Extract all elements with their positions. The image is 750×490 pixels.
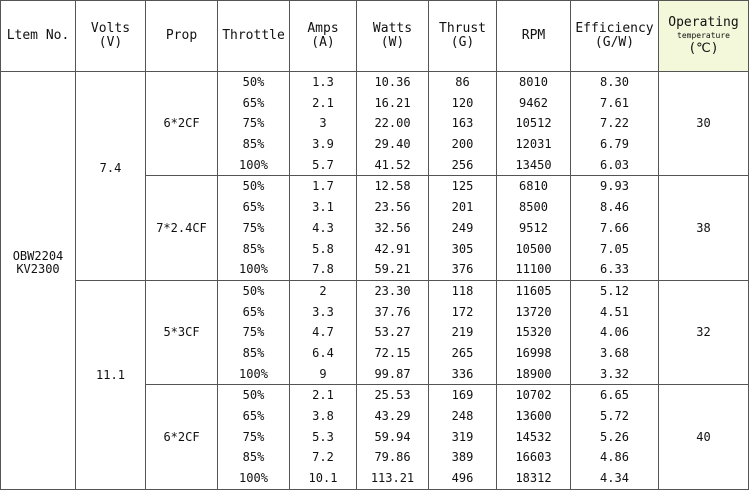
watts-cell: 72.15	[357, 343, 429, 364]
thrust-cell: 319	[429, 427, 497, 448]
amps-cell: 7.2	[290, 447, 357, 468]
watts-cell: 12.58	[357, 176, 429, 197]
item-number-cell	[1, 72, 76, 490]
throttle-cell: 85%	[218, 447, 290, 468]
thrust-cell: 389	[429, 447, 497, 468]
eff-cell: 3.32	[571, 364, 659, 385]
eff-cell: 4.06	[571, 322, 659, 343]
eff-cell: 8.46	[571, 197, 659, 218]
throttle-cell: 100%	[218, 155, 290, 176]
throttle-cell: 50%	[218, 72, 290, 93]
watts-cell: 42.91	[357, 239, 429, 260]
temperature-cell: 38	[659, 176, 749, 280]
eff-cell: 7.66	[571, 218, 659, 239]
header-row	[1, 1, 749, 72]
eff-cell: 4.34	[571, 468, 659, 489]
rpm-cell: 16603	[497, 447, 571, 468]
amps-cell: 2.1	[290, 93, 357, 114]
thrust-cell: 336	[429, 364, 497, 385]
table-row	[1, 280, 749, 301]
header-amps: Amps (A)	[290, 1, 357, 72]
rpm-cell: 9462	[497, 93, 571, 114]
watts-cell: 23.56	[357, 197, 429, 218]
throttle-cell: 65%	[218, 197, 290, 218]
throttle-cell: 85%	[218, 343, 290, 364]
rpm-cell: 15320	[497, 322, 571, 343]
throttle-cell: 50%	[218, 176, 290, 197]
rpm-cell: 10702	[497, 385, 571, 406]
rpm-cell: 13450	[497, 155, 571, 176]
watts-cell: 29.40	[357, 134, 429, 155]
thrust-cell: 248	[429, 406, 497, 427]
watts-cell: 53.27	[357, 322, 429, 343]
watts-cell: 32.56	[357, 218, 429, 239]
rpm-cell: 13600	[497, 406, 571, 427]
rpm-cell: 16998	[497, 343, 571, 364]
thrust-cell: 496	[429, 468, 497, 489]
watts-cell: 23.30	[357, 280, 429, 301]
header-prop: Prop	[146, 1, 218, 72]
throttle-cell: 100%	[218, 259, 290, 280]
amps-cell: 3.1	[290, 197, 357, 218]
amps-cell: 9	[290, 364, 357, 385]
rpm-cell: 10512	[497, 113, 571, 134]
eff-cell: 6.65	[571, 385, 659, 406]
rpm-cell: 9512	[497, 218, 571, 239]
watts-cell: 41.52	[357, 155, 429, 176]
amps-cell: 3.3	[290, 302, 357, 323]
rpm-cell: 6810	[497, 176, 571, 197]
thrust-cell: 305	[429, 239, 497, 260]
temperature-cell: 40	[659, 385, 749, 489]
header-rpm: RPM	[497, 1, 571, 72]
watts-cell: 37.76	[357, 302, 429, 323]
rpm-cell: 13720	[497, 302, 571, 323]
eff-cell: 6.33	[571, 259, 659, 280]
thrust-cell: 86	[429, 72, 497, 93]
thrust-cell: 118	[429, 280, 497, 301]
rpm-cell: 14532	[497, 427, 571, 448]
thrust-cell: 201	[429, 197, 497, 218]
throttle-cell: 50%	[218, 385, 290, 406]
amps-cell: 6.4	[290, 343, 357, 364]
eff-cell: 6.79	[571, 134, 659, 155]
thrust-cell: 172	[429, 302, 497, 323]
header-temperature: Operating temperature (℃)	[659, 1, 749, 72]
watts-cell: 22.00	[357, 113, 429, 134]
volts-cell: 11.1	[76, 280, 146, 489]
rpm-cell: 18900	[497, 364, 571, 385]
throttle-cell: 75%	[218, 113, 290, 134]
rpm-cell: 8010	[497, 72, 571, 93]
amps-cell: 3	[290, 113, 357, 134]
watts-cell: 113.21	[357, 468, 429, 489]
amps-cell: 7.8	[290, 259, 357, 280]
thrust-cell: 120	[429, 93, 497, 114]
rpm-cell: 11100	[497, 259, 571, 280]
eff-cell: 6.03	[571, 155, 659, 176]
eff-cell: 8.30	[571, 72, 659, 93]
rpm-cell: 11605	[497, 280, 571, 301]
watts-cell: 16.21	[357, 93, 429, 114]
eff-cell: 4.86	[571, 447, 659, 468]
volts-cell: 7.4	[76, 72, 146, 281]
amps-cell: 1.3	[290, 72, 357, 93]
temperature-cell: 30	[659, 72, 749, 176]
amps-cell: 1.7	[290, 176, 357, 197]
eff-cell: 7.61	[571, 93, 659, 114]
table-row	[1, 72, 749, 93]
header-throttle: Throttle	[218, 1, 290, 72]
thrust-cell: 249	[429, 218, 497, 239]
throttle-cell: 75%	[218, 218, 290, 239]
throttle-cell: 65%	[218, 302, 290, 323]
eff-cell: 5.26	[571, 427, 659, 448]
eff-cell: 4.51	[571, 302, 659, 323]
throttle-cell: 85%	[218, 134, 290, 155]
header-watts: Watts (W)	[357, 1, 429, 72]
amps-cell: 3.9	[290, 134, 357, 155]
prop-cell: 5*3CF	[146, 280, 218, 384]
rpm-cell: 18312	[497, 468, 571, 489]
watts-cell: 99.87	[357, 364, 429, 385]
eff-cell: 7.22	[571, 113, 659, 134]
watts-cell: 10.36	[357, 72, 429, 93]
eff-cell: 9.93	[571, 176, 659, 197]
header-item: Ltem No.	[1, 1, 76, 72]
header-thrust: Thrust (G)	[429, 1, 497, 72]
rpm-cell: 8500	[497, 197, 571, 218]
watts-cell: 59.21	[357, 259, 429, 280]
thrust-cell: 376	[429, 259, 497, 280]
thrust-cell: 219	[429, 322, 497, 343]
table-body	[1, 72, 749, 490]
thrust-cell: 163	[429, 113, 497, 134]
throttle-cell: 50%	[218, 280, 290, 301]
eff-cell: 3.68	[571, 343, 659, 364]
eff-cell: 7.05	[571, 239, 659, 260]
amps-cell: 4.3	[290, 218, 357, 239]
amps-cell: 5.7	[290, 155, 357, 176]
throttle-cell: 65%	[218, 406, 290, 427]
thrust-cell: 200	[429, 134, 497, 155]
eff-cell: 5.72	[571, 406, 659, 427]
amps-cell: 2.1	[290, 385, 357, 406]
rpm-cell: 10500	[497, 239, 571, 260]
thrust-cell: 265	[429, 343, 497, 364]
amps-cell: 5.8	[290, 239, 357, 260]
prop-cell: 7*2.4CF	[146, 176, 218, 280]
amps-cell: 3.8	[290, 406, 357, 427]
eff-cell: 5.12	[571, 280, 659, 301]
header-volts: Volts (V)	[76, 1, 146, 72]
watts-cell: 25.53	[357, 385, 429, 406]
throttle-cell: 75%	[218, 322, 290, 343]
throttle-cell: 85%	[218, 239, 290, 260]
throttle-cell: 65%	[218, 93, 290, 114]
temperature-cell: 32	[659, 280, 749, 384]
amps-cell: 2	[290, 280, 357, 301]
amps-cell: 10.1	[290, 468, 357, 489]
watts-cell: 43.29	[357, 406, 429, 427]
throttle-cell: 75%	[218, 427, 290, 448]
thrust-cell: 169	[429, 385, 497, 406]
amps-cell: 4.7	[290, 322, 357, 343]
item-number-line: KV2300	[16, 261, 60, 276]
rpm-cell: 12031	[497, 134, 571, 155]
prop-cell: 6*2CF	[146, 72, 218, 176]
thrust-cell: 125	[429, 176, 497, 197]
throttle-cell: 100%	[218, 468, 290, 489]
prop-cell: 6*2CF	[146, 385, 218, 489]
amps-cell: 5.3	[290, 427, 357, 448]
watts-cell: 59.94	[357, 427, 429, 448]
header-efficiency: Efficiency (G/W)	[571, 1, 659, 72]
item-number-line: OBW2204	[12, 249, 64, 263]
watts-cell: 79.86	[357, 447, 429, 468]
thrust-cell: 256	[429, 155, 497, 176]
throttle-cell: 100%	[218, 364, 290, 385]
